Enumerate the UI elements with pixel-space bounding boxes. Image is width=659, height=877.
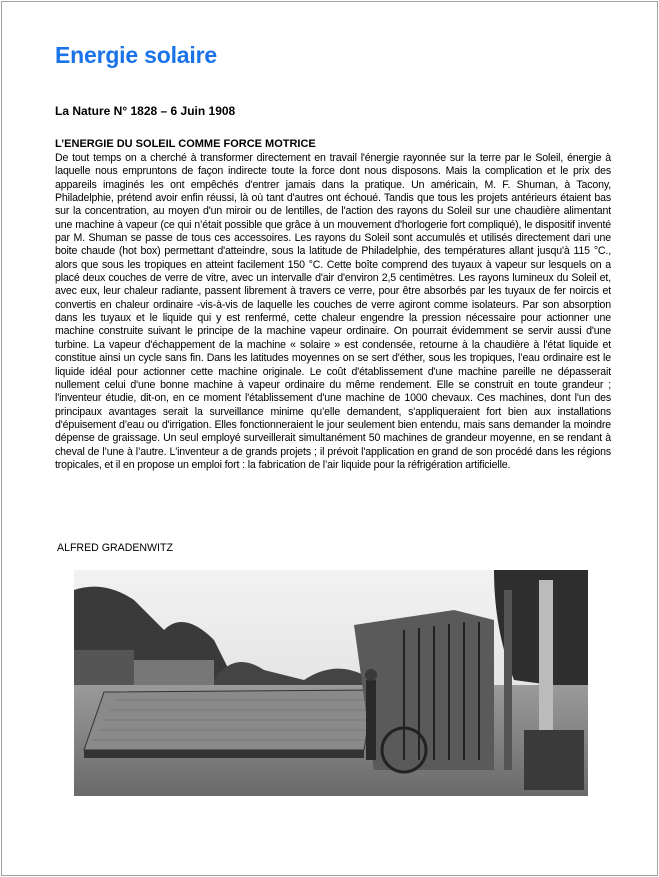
- solar-engine-photo: [74, 570, 588, 796]
- page-title: Energie solaire: [55, 42, 217, 68]
- article-body: De tout temps on a cherché à transformer directement en travail l'énergie rayonnée sur la terre par le Soleil, énergie à laquelle nous empruntons de façon indirecte toute la force dont nous disposons. Mais la complication et le prix des appareils imaginés les ont empêchés d'entrer jamais dans la pratique. Un américain, M. F. Shuman, à Tacony, Philadelphie, prétend avoir enfin réussi, là où tant d'autres ont échoué. Tandis que tous les projets antérieurs étaient bas sur la concentration, au moyen d'un miroir ou de lentilles, de l'action des rayons du Soleil sur une chaudière alimentant une machine à vapeur (ce qui n’était possible que grâce à un mouvement d'horlogerie fort compliqué), le dispositif inventé par M. Shuman se passe de tous ces accessoires. Les rayons du Soleil sont accumulés et utilisés directement dari une boite chaude (hot box) permettant d'atteindre, sous la latitude de Philadelphie, des températures allant jusqu'à 115 °C., alors que sous les tropiques en atteint facilement 150 °C. Cette boîte comprend des tuyaux à vapeur sur lesquels on a placé deux couches de verre de vitre, avec un intervalle d'air d'environ 2,5 centimètres. Les rayons lumineux du Soleil et, avec eux, leur chaleur radiante, passent librement à travers ce verre, pour être absorbés par les tuyaux de fer noircis et convertis en chaleur ordinaire -vis-à-vis de laquelle les couches de verre agiront comme isolateurs. Par son absorption dans les tuyaux et le liquide qui y est renfermé, cette chaleur engendre la pression nécessaire pour actionner une machine construite suivant le principe de la machine vapeur ordinaire. On pourrait évidemment se servir aussi d'une turbine. La vapeur d'échappement de la machine « solaire » est condensée, retourne à la chaudière à l'état liquide et constitue ainsi un cycle sans fin. Dans les latitudes moyennes on se sert d'éther, sous les tropiques, l’eau ordinaire est le liquide idéal pour actionner cette machine originale. Le coût d'établissement d'une machine pareille ne dépasserait nullement celui d'une bonne machine à vapeur ordinaire du même rendement. Elle se construit en toute grandeur ; l'inventeur étudie, dit-on, en ce moment l'établissement d'une machine de 1000 chevaux. Ces machines, dont l'un des principaux avantages serait la surveillance minime qu’elle demandent, s'appliqueraient fort bien aux installations d'épuisement d’eau ou d'irrigation. Elles fonctionneraient le jour seulement bien entendu, mais sans demander la moindre dépense de graissage. Un seul employé surveillerait simultanément 50 machines de grandeur moyenne, en se rendant à cheval de l’une à l’autre. L'inventeur a de grands projets ; il prévoit l'application en grand de son procédé dans les régions tropicales, et il en propose un emploi fort : la fabrication de l’air liquide pour la réfrigération artificielle.: [55, 152, 611, 471]
- article-author: ALFRED GRADENWITZ: [57, 542, 173, 554]
- article-heading: L’ENERGIE DU SOLEIL COMME FORCE MOTRICE: [55, 138, 316, 150]
- document-page: [1, 1, 658, 876]
- source-citation: La Nature N° 1828 – 6 Juin 1908: [55, 104, 236, 118]
